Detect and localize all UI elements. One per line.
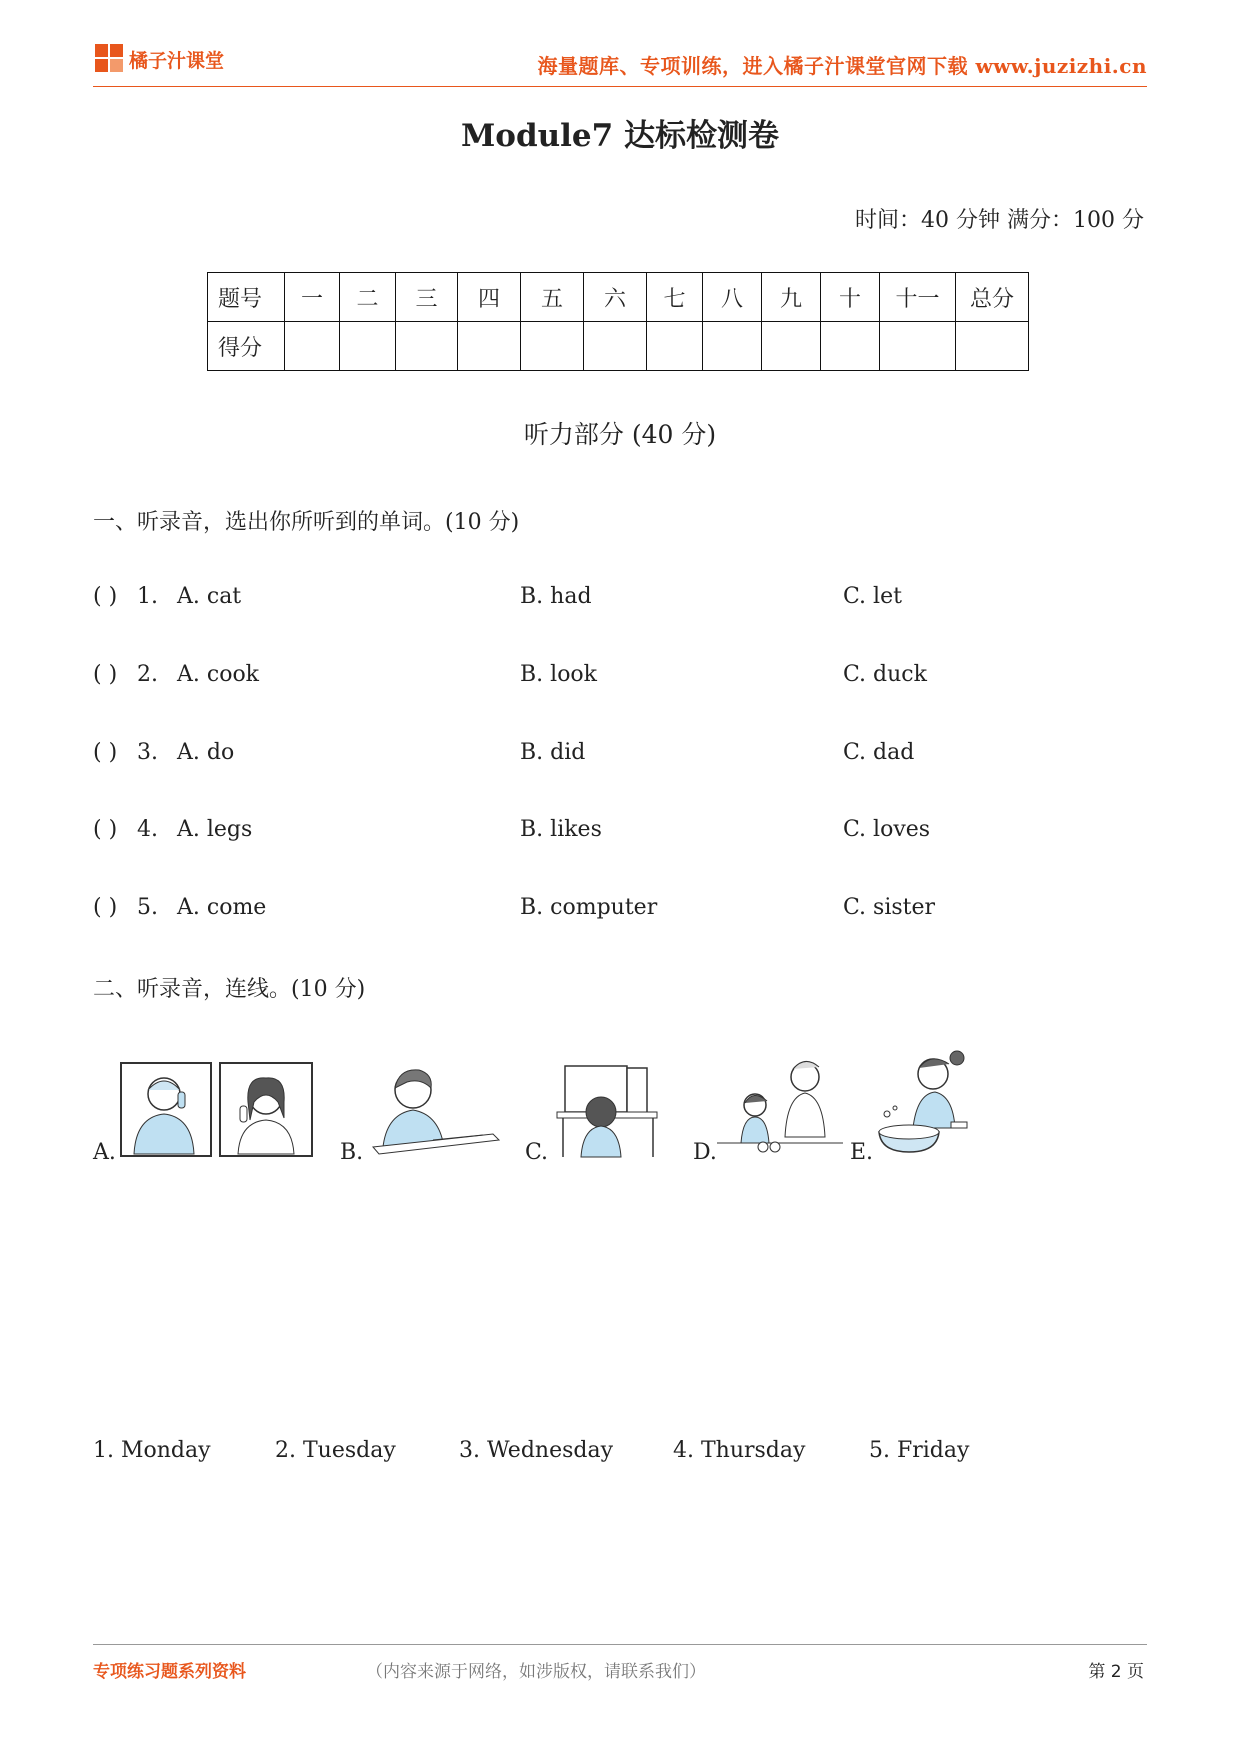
score-cell[interactable] <box>340 322 396 371</box>
table-cell: 三 <box>396 273 458 322</box>
list-item <box>93 662 1153 692</box>
computer-picture <box>553 1060 665 1158</box>
score-cell[interactable] <box>703 322 762 371</box>
option-c: C. let <box>843 584 902 609</box>
table-cell: 一 <box>285 273 340 322</box>
logo-icon <box>95 44 125 74</box>
question-2-title: 二、听录音，连线。(10 分) <box>93 977 366 1002</box>
table-cell: 十 <box>821 273 880 322</box>
list-item <box>93 584 1153 614</box>
score-cell[interactable] <box>458 322 521 371</box>
item-number: 1. <box>137 584 158 609</box>
answer-blank[interactable]: ( ) <box>93 662 118 687</box>
footer-series: 专项练习题系列资料 <box>93 1662 246 1682</box>
score-cell[interactable] <box>285 322 340 371</box>
option-a: A. legs <box>177 817 253 842</box>
logo-text: 橘子汁课堂 <box>129 49 225 72</box>
picture-label-e: E. <box>850 1140 874 1165</box>
option-b: B. did <box>520 740 586 765</box>
score-cell[interactable] <box>647 322 703 371</box>
score-cell[interactable] <box>396 322 458 371</box>
brand-logo <box>95 44 224 74</box>
score-cell[interactable] <box>880 322 956 371</box>
option-b: B. computer <box>520 895 658 920</box>
picture-label-d: D. <box>693 1140 717 1165</box>
answer-blank[interactable]: ( ) <box>93 740 118 765</box>
answer-blank[interactable]: ( ) <box>93 895 118 920</box>
table-cell: 八 <box>703 273 762 322</box>
header-slogan: 海量题库、专项训练，进入橘子汁课堂官网下载 www.juzizhi.cn <box>537 54 1147 78</box>
section-heading: 听力部分 (40 分) <box>523 420 717 449</box>
score-table <box>207 272 1029 371</box>
time-info: 时间：40 分钟 满分：100 分 <box>855 208 1144 233</box>
days-list <box>93 1438 993 1468</box>
item-number: 2. <box>137 662 158 687</box>
homework-picture <box>363 1062 503 1157</box>
score-table-header-row <box>208 273 1029 322</box>
header-divider <box>93 86 1147 87</box>
option-a: A. cat <box>177 584 242 609</box>
table-cell: 七 <box>647 273 703 322</box>
option-a: A. cook <box>177 662 260 687</box>
option-a: A. do <box>177 740 235 765</box>
table-cell: 得分 <box>208 322 285 371</box>
item-number: 5. <box>137 895 158 920</box>
option-b: B. likes <box>520 817 602 842</box>
option-c: C. duck <box>843 662 927 687</box>
list-item <box>93 895 1153 925</box>
day-label: 4. Thursday <box>673 1438 806 1463</box>
option-b: B. had <box>520 584 592 609</box>
option-c: C. dad <box>843 740 915 765</box>
washing-picture <box>873 1048 973 1158</box>
table-cell: 题号 <box>208 273 285 322</box>
page-title: Module7 达标检测卷 <box>460 118 780 154</box>
score-cell[interactable] <box>584 322 647 371</box>
picture-label-c: C. <box>525 1140 549 1165</box>
footer-divider <box>93 1644 1147 1645</box>
phone-call-picture <box>120 1062 315 1157</box>
score-cell[interactable] <box>521 322 584 371</box>
score-cell[interactable] <box>762 322 821 371</box>
option-c: C. sister <box>843 895 936 920</box>
list-item <box>93 740 1153 770</box>
day-label: 3. Wednesday <box>459 1438 614 1463</box>
day-label: 1. Monday <box>93 1438 211 1463</box>
table-cell: 四 <box>458 273 521 322</box>
question-1-title: 一、听录音，选出你所听到的单词。(10 分) <box>93 510 520 535</box>
option-a: A. come <box>177 895 267 920</box>
day-label: 2. Tuesday <box>275 1438 396 1463</box>
table-cell: 九 <box>762 273 821 322</box>
list-item <box>93 817 1153 847</box>
table-cell: 五 <box>521 273 584 322</box>
table-cell: 二 <box>340 273 396 322</box>
page-number: 第 2 页 <box>1088 1662 1144 1682</box>
day-label: 5. Friday <box>869 1438 970 1463</box>
item-number: 3. <box>137 740 158 765</box>
picture-label-a: A. <box>93 1140 116 1165</box>
table-cell: 总分 <box>956 273 1029 322</box>
table-cell: 六 <box>584 273 647 322</box>
option-c: C. loves <box>843 817 931 842</box>
score-table-score-row <box>208 322 1029 371</box>
answer-blank[interactable]: ( ) <box>93 584 118 609</box>
footer-notice: （内容来源于网络，如涉版权，请联系我们） <box>366 1662 706 1682</box>
answer-blank[interactable]: ( ) <box>93 817 118 842</box>
table-cell: 十一 <box>880 273 956 322</box>
score-cell[interactable] <box>956 322 1029 371</box>
option-b: B. look <box>520 662 598 687</box>
picture-label-b: B. <box>340 1140 364 1165</box>
item-number: 4. <box>137 817 158 842</box>
score-cell[interactable] <box>821 322 880 371</box>
cooking-picture <box>715 1055 845 1155</box>
